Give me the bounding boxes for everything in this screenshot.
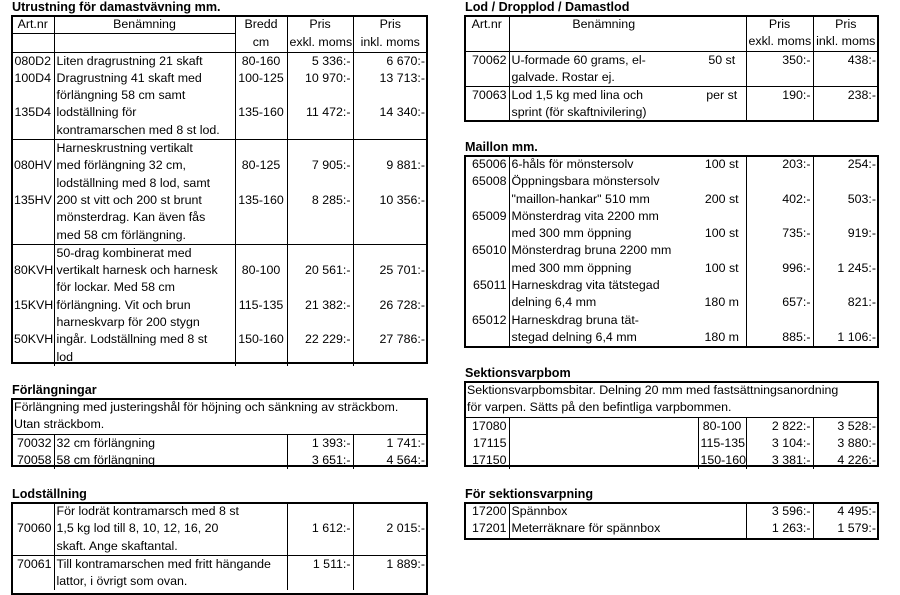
- forlangningar-intro-2: Utan sträckbom.: [12, 416, 427, 434]
- artnr-cell: [465, 69, 509, 87]
- price-exkl-cell: [746, 173, 813, 190]
- price-exkl-cell: [287, 140, 353, 158]
- artnr-cell: [12, 227, 54, 245]
- table-row: [465, 520, 878, 537]
- benamning-cell: Dragrustning 41 skaft med: [54, 70, 235, 87]
- benamning-cell: lodställning med 8 lod, samt: [54, 175, 235, 192]
- quantity-cell: [698, 242, 746, 259]
- price-inkl-cell: [353, 279, 427, 296]
- table-row: [465, 208, 878, 225]
- benamning-cell: [509, 417, 698, 435]
- table-row: [465, 277, 878, 294]
- quantity-cell: [698, 69, 746, 87]
- price-inkl-cell: [353, 227, 427, 245]
- artnr-cell: 70062: [472, 52, 507, 67]
- price-inkl-cell: [353, 140, 427, 158]
- sektionsvarpbom-intro-1: Sektionsvarpbomsbitar. Delning 20 mm med fastsättningsanordning: [467, 383, 839, 397]
- table-row: [465, 191, 878, 208]
- artnr-cell: [465, 294, 509, 311]
- price-exkl-cell: 3 596:-: [746, 503, 813, 520]
- price-exkl-cell: 2 822:-: [746, 417, 813, 435]
- table-row: [465, 51, 878, 69]
- col-header-benamning: Benämning: [54, 16, 235, 34]
- table-row: [465, 87, 878, 105]
- quantity-cell: per st: [706, 88, 738, 103]
- benamning-cell: Till kontramarschen med fritt hängande: [54, 555, 287, 573]
- artnr-cell: 65011: [472, 278, 507, 293]
- price-inkl-cell: 3 880:-: [813, 435, 878, 452]
- artnr-cell: [12, 122, 54, 140]
- table-row: [12, 140, 427, 158]
- table-row: [12, 52, 427, 70]
- artnr-cell: 65008: [472, 174, 507, 189]
- artnr-cell: 70063: [472, 88, 507, 103]
- table-row: [12, 175, 427, 192]
- col-header-benamning: Benämning: [509, 16, 698, 33]
- artnr-cell: [465, 329, 509, 346]
- benamning-cell: "maillon-hankar" 510 mm: [509, 191, 698, 208]
- artnr-cell: 70058: [17, 452, 52, 467]
- price-exkl-cell: 402:-: [746, 191, 813, 208]
- table-row: [465, 242, 878, 259]
- benamning-cell: Mönsterdrag bruna 2200 mm: [509, 242, 698, 259]
- table-row: [12, 349, 427, 366]
- benamning-cell: [509, 452, 698, 469]
- bredd-cell: [235, 244, 287, 262]
- table-row: [12, 331, 427, 348]
- benamning-cell: [509, 435, 698, 452]
- benamning-cell: Liten dragrustning 21 skaft: [54, 52, 235, 70]
- benamning-cell: sprint (för skaftnivilering): [509, 104, 698, 121]
- lodstallning-title: Lodställning: [12, 487, 87, 501]
- benamning-cell: med 300 mm öppning: [509, 260, 698, 277]
- price-inkl-cell: 821:-: [813, 294, 878, 311]
- benamning-cell: 32 cm förlängning: [54, 434, 287, 452]
- price-exkl-cell: 996:-: [746, 260, 813, 277]
- price-inkl-cell: [353, 175, 427, 192]
- price-inkl-cell: [813, 69, 878, 87]
- price-exkl-cell: 22 229:-: [287, 331, 353, 348]
- table-row: [12, 279, 427, 296]
- price-exkl-cell: [287, 573, 353, 590]
- dropplod-table: [465, 16, 878, 122]
- artnr-cell: 100D4: [14, 70, 51, 85]
- table-row: [465, 156, 878, 173]
- price-exkl-cell: 10 970:-: [287, 70, 353, 87]
- price-inkl-cell: [813, 208, 878, 225]
- price-exkl-cell: 8 285:-: [287, 192, 353, 209]
- artnr-cell: 80KVH: [14, 263, 54, 278]
- price-inkl-cell: [813, 242, 878, 259]
- benamning-cell: förlängning. Vit och brun: [54, 297, 235, 314]
- col-header-artnr: Art.nr: [471, 17, 502, 31]
- artnr-cell: 70032: [17, 435, 52, 450]
- price-exkl-cell: 190:-: [746, 87, 813, 105]
- price-exkl-cell: [287, 349, 353, 366]
- col-header-bredd: Bredd: [235, 16, 287, 34]
- benamning-cell: Öppningsbara mönstersolv: [509, 173, 698, 190]
- maillon-title: Maillon mm.: [465, 140, 538, 154]
- table-row: [12, 555, 427, 573]
- benamning-cell: Lod 1,5 kg med lina och: [509, 87, 698, 105]
- artnr-cell: 17200: [472, 504, 507, 518]
- quantity-cell: [698, 312, 746, 329]
- price-inkl-cell: 10 356:-: [353, 192, 427, 209]
- artnr-cell: 17150: [472, 453, 507, 468]
- price-exkl-cell: [287, 209, 353, 226]
- col-header-bredd-unit: cm: [235, 34, 287, 52]
- price-inkl-cell: 4 564:-: [353, 452, 427, 469]
- forlangningar-title: Förlängningar: [12, 383, 97, 397]
- bredd-cell: 80-160: [235, 52, 287, 70]
- bredd-cell: [235, 227, 287, 245]
- bredd-cell: [235, 279, 287, 296]
- bredd-cell: 115-135: [698, 435, 746, 452]
- price-exkl-cell: 1 263:-: [746, 520, 813, 537]
- price-exkl-cell: [287, 87, 353, 104]
- table-row: [12, 503, 427, 520]
- benamning-cell: lod: [54, 349, 235, 366]
- price-exkl-cell: 885:-: [746, 329, 813, 346]
- price-exkl-cell: [287, 244, 353, 262]
- table-row: [12, 157, 427, 174]
- artnr-cell: [465, 191, 509, 208]
- col-header-exkl-moms: exkl. moms: [746, 33, 813, 51]
- price-exkl-cell: [287, 122, 353, 140]
- bredd-cell: 135-160: [235, 104, 287, 121]
- table-row: [12, 122, 427, 140]
- price-exkl-cell: 1 393:-: [287, 434, 353, 452]
- benamning-cell: Spännbox: [509, 503, 746, 520]
- artnr-cell: 70060: [17, 521, 52, 536]
- table-row: [12, 520, 427, 537]
- col-header-pris-inkl: Pris: [813, 16, 878, 33]
- table-row: [12, 314, 427, 331]
- bredd-cell: 80-125: [235, 157, 287, 174]
- price-exkl-cell: 11 472:-: [287, 104, 353, 121]
- price-exkl-cell: 3 381:-: [746, 452, 813, 469]
- artnr-cell: [465, 260, 509, 277]
- artnr-cell: 65010: [472, 243, 507, 258]
- quantity-cell: 100 st: [704, 260, 739, 275]
- benamning-cell: 6-håls för mönstersolv: [509, 156, 698, 173]
- price-exkl-cell: 1 612:-: [287, 520, 353, 537]
- quantity-cell: 100 st: [704, 157, 739, 171]
- price-exkl-cell: [746, 312, 813, 329]
- price-inkl-cell: [353, 122, 427, 140]
- price-inkl-cell: [353, 503, 427, 520]
- table-row: [465, 435, 878, 452]
- quantity-cell: 50 st: [708, 52, 736, 67]
- price-inkl-cell: 1 579:-: [813, 520, 878, 537]
- bredd-cell: [235, 349, 287, 366]
- artnr-cell: 50KVH: [14, 332, 54, 347]
- price-inkl-cell: [353, 87, 427, 104]
- table-row: [465, 417, 878, 435]
- benamning-cell: med 58 cm förlängning.: [54, 227, 235, 245]
- price-inkl-cell: [353, 573, 427, 590]
- sektionsvarpning-title: För sektionsvarpning: [465, 487, 594, 501]
- bredd-cell: [235, 122, 287, 140]
- benamning-cell: lattor, i övrigt som ovan.: [54, 573, 287, 590]
- col-header-inkl-moms: inkl. moms: [813, 33, 878, 51]
- artnr-cell: 17080: [472, 418, 507, 433]
- price-inkl-cell: 1 106:-: [813, 329, 878, 346]
- price-inkl-cell: 2 015:-: [353, 520, 427, 537]
- table-row: [12, 70, 427, 87]
- artnr-cell: [12, 87, 54, 104]
- table-row: [12, 434, 427, 452]
- benamning-cell: med förlängning 32 cm,: [54, 157, 235, 174]
- price-inkl-cell: 254:-: [813, 156, 878, 173]
- artnr-cell: [12, 503, 54, 520]
- table-row: [465, 452, 878, 469]
- benamning-cell: delning 6,4 mm: [509, 294, 698, 311]
- table-row: [12, 192, 427, 209]
- benamning-cell: vertikalt harnesk och harnesk: [54, 262, 235, 279]
- price-exkl-cell: [287, 503, 353, 520]
- col-header-artnr: Art.nr: [12, 16, 54, 34]
- price-exkl-cell: [287, 279, 353, 296]
- artnr-cell: 17201: [472, 521, 507, 536]
- benamning-cell: För lodrät kontramarsch med 8 st: [54, 503, 287, 520]
- price-exkl-cell: [287, 227, 353, 245]
- bredd-cell: 150-160: [698, 452, 746, 469]
- price-exkl-cell: 1 511:-: [287, 555, 353, 573]
- table-row: [12, 87, 427, 104]
- table-row: [12, 452, 427, 469]
- artnr-cell: [12, 244, 54, 262]
- price-inkl-cell: 238:-: [813, 87, 878, 105]
- bredd-cell: [235, 140, 287, 158]
- sektionsvarpbom-intro-2: för varpen. Sätts på den befintliga varpbommen.: [465, 399, 878, 417]
- artnr-cell: 70061: [17, 556, 52, 571]
- price-inkl-cell: [353, 349, 427, 366]
- table-row: [465, 260, 878, 277]
- quantity-cell: [698, 173, 746, 190]
- benamning-cell: Mönsterdrag vita 2200 mm: [509, 208, 698, 225]
- price-exkl-cell: [287, 538, 353, 556]
- bredd-cell: 80-100: [698, 417, 746, 435]
- price-inkl-cell: [813, 277, 878, 294]
- artnr-cell: [12, 140, 54, 158]
- artnr-cell: [465, 225, 509, 242]
- artnr-cell: 135HV: [14, 192, 52, 207]
- benamning-cell: Harneskdrag bruna tät-: [509, 312, 698, 329]
- artnr-cell: [465, 104, 509, 121]
- benamning-cell: U-formade 60 grams, el-: [509, 51, 698, 69]
- artnr-cell: 65009: [472, 208, 507, 223]
- damast-table: [12, 16, 427, 366]
- table-row: [12, 573, 427, 590]
- table-row: [12, 262, 427, 279]
- price-exkl-cell: 3 104:-: [746, 435, 813, 452]
- price-inkl-cell: [813, 104, 878, 121]
- artnr-cell: [12, 209, 54, 226]
- price-inkl-cell: 14 340:-: [353, 104, 427, 121]
- table-row: [12, 538, 427, 556]
- benamning-cell: Harneskdrag vita tätstegad: [509, 277, 698, 294]
- quantity-cell: 100 st: [704, 226, 739, 241]
- price-exkl-cell: [746, 277, 813, 294]
- benamning-cell: stegad delning 6,4 mm: [509, 329, 698, 346]
- sektionsvarpbom-title: Sektionsvarpbom: [465, 366, 571, 380]
- sektionsvarpbom-table: [465, 382, 878, 469]
- damast-title: Utrustning för damastvävning mm.: [12, 0, 221, 14]
- price-inkl-cell: 13 713:-: [353, 70, 427, 87]
- price-inkl-cell: [813, 173, 878, 190]
- price-inkl-cell: [353, 538, 427, 556]
- artnr-cell: 080D2: [14, 53, 51, 68]
- artnr-cell: [12, 349, 54, 366]
- benamning-cell: harneskvarp för 200 stygn: [54, 314, 235, 331]
- price-exkl-cell: [287, 314, 353, 331]
- price-inkl-cell: [353, 209, 427, 226]
- price-inkl-cell: [813, 312, 878, 329]
- price-exkl-cell: 657:-: [746, 294, 813, 311]
- table-row: [12, 297, 427, 314]
- price-exkl-cell: [746, 69, 813, 87]
- table-row: [12, 209, 427, 226]
- price-exkl-cell: 3 651:-: [287, 452, 353, 469]
- table-row: [465, 294, 878, 311]
- table-row: [465, 69, 878, 87]
- benamning-cell: Harneskrustning vertikalt: [54, 140, 235, 158]
- price-inkl-cell: 919:-: [813, 225, 878, 242]
- quantity-cell: [698, 104, 746, 121]
- table-row: [12, 227, 427, 245]
- price-inkl-cell: 26 728:-: [353, 297, 427, 314]
- table-row: [465, 329, 878, 346]
- price-exkl-cell: 7 905:-: [287, 157, 353, 174]
- benamning-cell: lodställning för: [54, 104, 235, 121]
- price-exkl-cell: 20 561:-: [287, 262, 353, 279]
- price-exkl-cell: [746, 104, 813, 121]
- benamning-cell: med 300 mm öppning: [509, 225, 698, 242]
- bredd-cell: 150-160: [235, 331, 287, 348]
- sektionsvarpning-table: [465, 503, 878, 538]
- bredd-cell: 115-135: [235, 297, 287, 314]
- dropplod-title: Lod / Dropplod / Damastlod: [465, 0, 630, 14]
- col-header-pris-exkl: Pris: [287, 16, 353, 34]
- price-inkl-cell: 4 495:-: [813, 503, 878, 520]
- bredd-cell: [235, 209, 287, 226]
- price-exkl-cell: [287, 175, 353, 192]
- col-header-exkl-moms: exkl. moms: [287, 34, 353, 52]
- table-row: [465, 225, 878, 242]
- quantity-cell: 200 st: [704, 191, 739, 206]
- table-row: [465, 104, 878, 121]
- col-header-inkl-moms: inkl. moms: [353, 34, 427, 52]
- benamning-cell: galvade. Rostar ej.: [509, 69, 698, 87]
- price-inkl-cell: 1 889:-: [353, 555, 427, 573]
- artnr-cell: [12, 314, 54, 331]
- price-exkl-cell: 5 336:-: [287, 52, 353, 70]
- price-exkl-cell: 735:-: [746, 225, 813, 242]
- artnr-cell: [12, 573, 54, 590]
- price-exkl-cell: 350:-: [746, 51, 813, 69]
- table-row: [465, 312, 878, 329]
- table-row: [12, 104, 427, 121]
- quantity-cell: 180 m: [704, 329, 739, 344]
- artnr-cell: 65006: [472, 157, 507, 171]
- artnr-cell: 65012: [472, 312, 507, 327]
- table-row: [12, 244, 427, 262]
- artnr-cell: 135D4: [14, 105, 51, 120]
- table-row: [465, 173, 878, 190]
- benamning-cell: 200 st vitt och 200 st brunt: [54, 192, 235, 209]
- price-inkl-cell: 503:-: [813, 191, 878, 208]
- maillon-table: [465, 156, 878, 346]
- artnr-cell: 17115: [472, 435, 507, 450]
- benamning-cell: kontramarschen med 8 st lod.: [54, 122, 235, 140]
- price-inkl-cell: [353, 244, 427, 262]
- artnr-cell: [12, 279, 54, 296]
- benamning-cell: 50-drag kombinerat med: [54, 244, 235, 262]
- price-inkl-cell: 6 670:-: [353, 52, 427, 70]
- forlangningar-table: [12, 399, 427, 469]
- benamning-cell: för lockar. Med 58 cm: [54, 279, 235, 296]
- price-inkl-cell: 9 881:-: [353, 157, 427, 174]
- forlangningar-intro-1: Förlängning med justeringshål för höjning och sänkning av sträckbom.: [14, 400, 399, 414]
- quantity-cell: [698, 277, 746, 294]
- bredd-cell: 80-100: [235, 262, 287, 279]
- price-inkl-cell: 438:-: [813, 51, 878, 69]
- benamning-cell: 1,5 kg lod till 8, 10, 12, 16, 20: [54, 520, 287, 537]
- artnr-cell: [12, 538, 54, 556]
- benamning-cell: 58 cm förlängning: [54, 452, 287, 469]
- price-inkl-cell: 1 245:-: [813, 260, 878, 277]
- col-header-pris-inkl: Pris: [353, 16, 427, 34]
- benamning-cell: förlängning 58 cm samt: [54, 87, 235, 104]
- bredd-cell: [235, 314, 287, 331]
- col-header-pris-exkl: Pris: [746, 16, 813, 33]
- price-inkl-cell: 25 701:-: [353, 262, 427, 279]
- table-row: [465, 503, 878, 520]
- price-exkl-cell: 21 382:-: [287, 297, 353, 314]
- artnr-cell: 080HV: [14, 158, 52, 173]
- bredd-cell: 135-160: [235, 192, 287, 209]
- quantity-cell: [698, 208, 746, 225]
- price-inkl-cell: 27 786:-: [353, 331, 427, 348]
- artnr-cell: 15KVH: [14, 297, 54, 312]
- bredd-cell: 100-125: [235, 70, 287, 87]
- benamning-cell: mönsterdrag. Kan även fås: [54, 209, 235, 226]
- bredd-cell: [235, 87, 287, 104]
- quantity-cell: 180 m: [704, 295, 739, 310]
- price-inkl-cell: 1 741:-: [353, 434, 427, 452]
- bredd-cell: [235, 175, 287, 192]
- price-inkl-cell: [353, 314, 427, 331]
- benamning-cell: skaft. Ange skaftantal.: [54, 538, 287, 556]
- price-inkl-cell: 3 528:-: [813, 417, 878, 435]
- price-exkl-cell: 203:-: [746, 156, 813, 173]
- artnr-cell: [12, 175, 54, 192]
- price-exkl-cell: [746, 242, 813, 259]
- price-exkl-cell: [746, 208, 813, 225]
- benamning-cell: Meterräknare för spännbox: [509, 520, 746, 537]
- lodstallning-table: [12, 503, 427, 590]
- benamning-cell: ingår. Lodställning med 8 st: [54, 331, 235, 348]
- price-inkl-cell: 4 226:-: [813, 452, 878, 469]
